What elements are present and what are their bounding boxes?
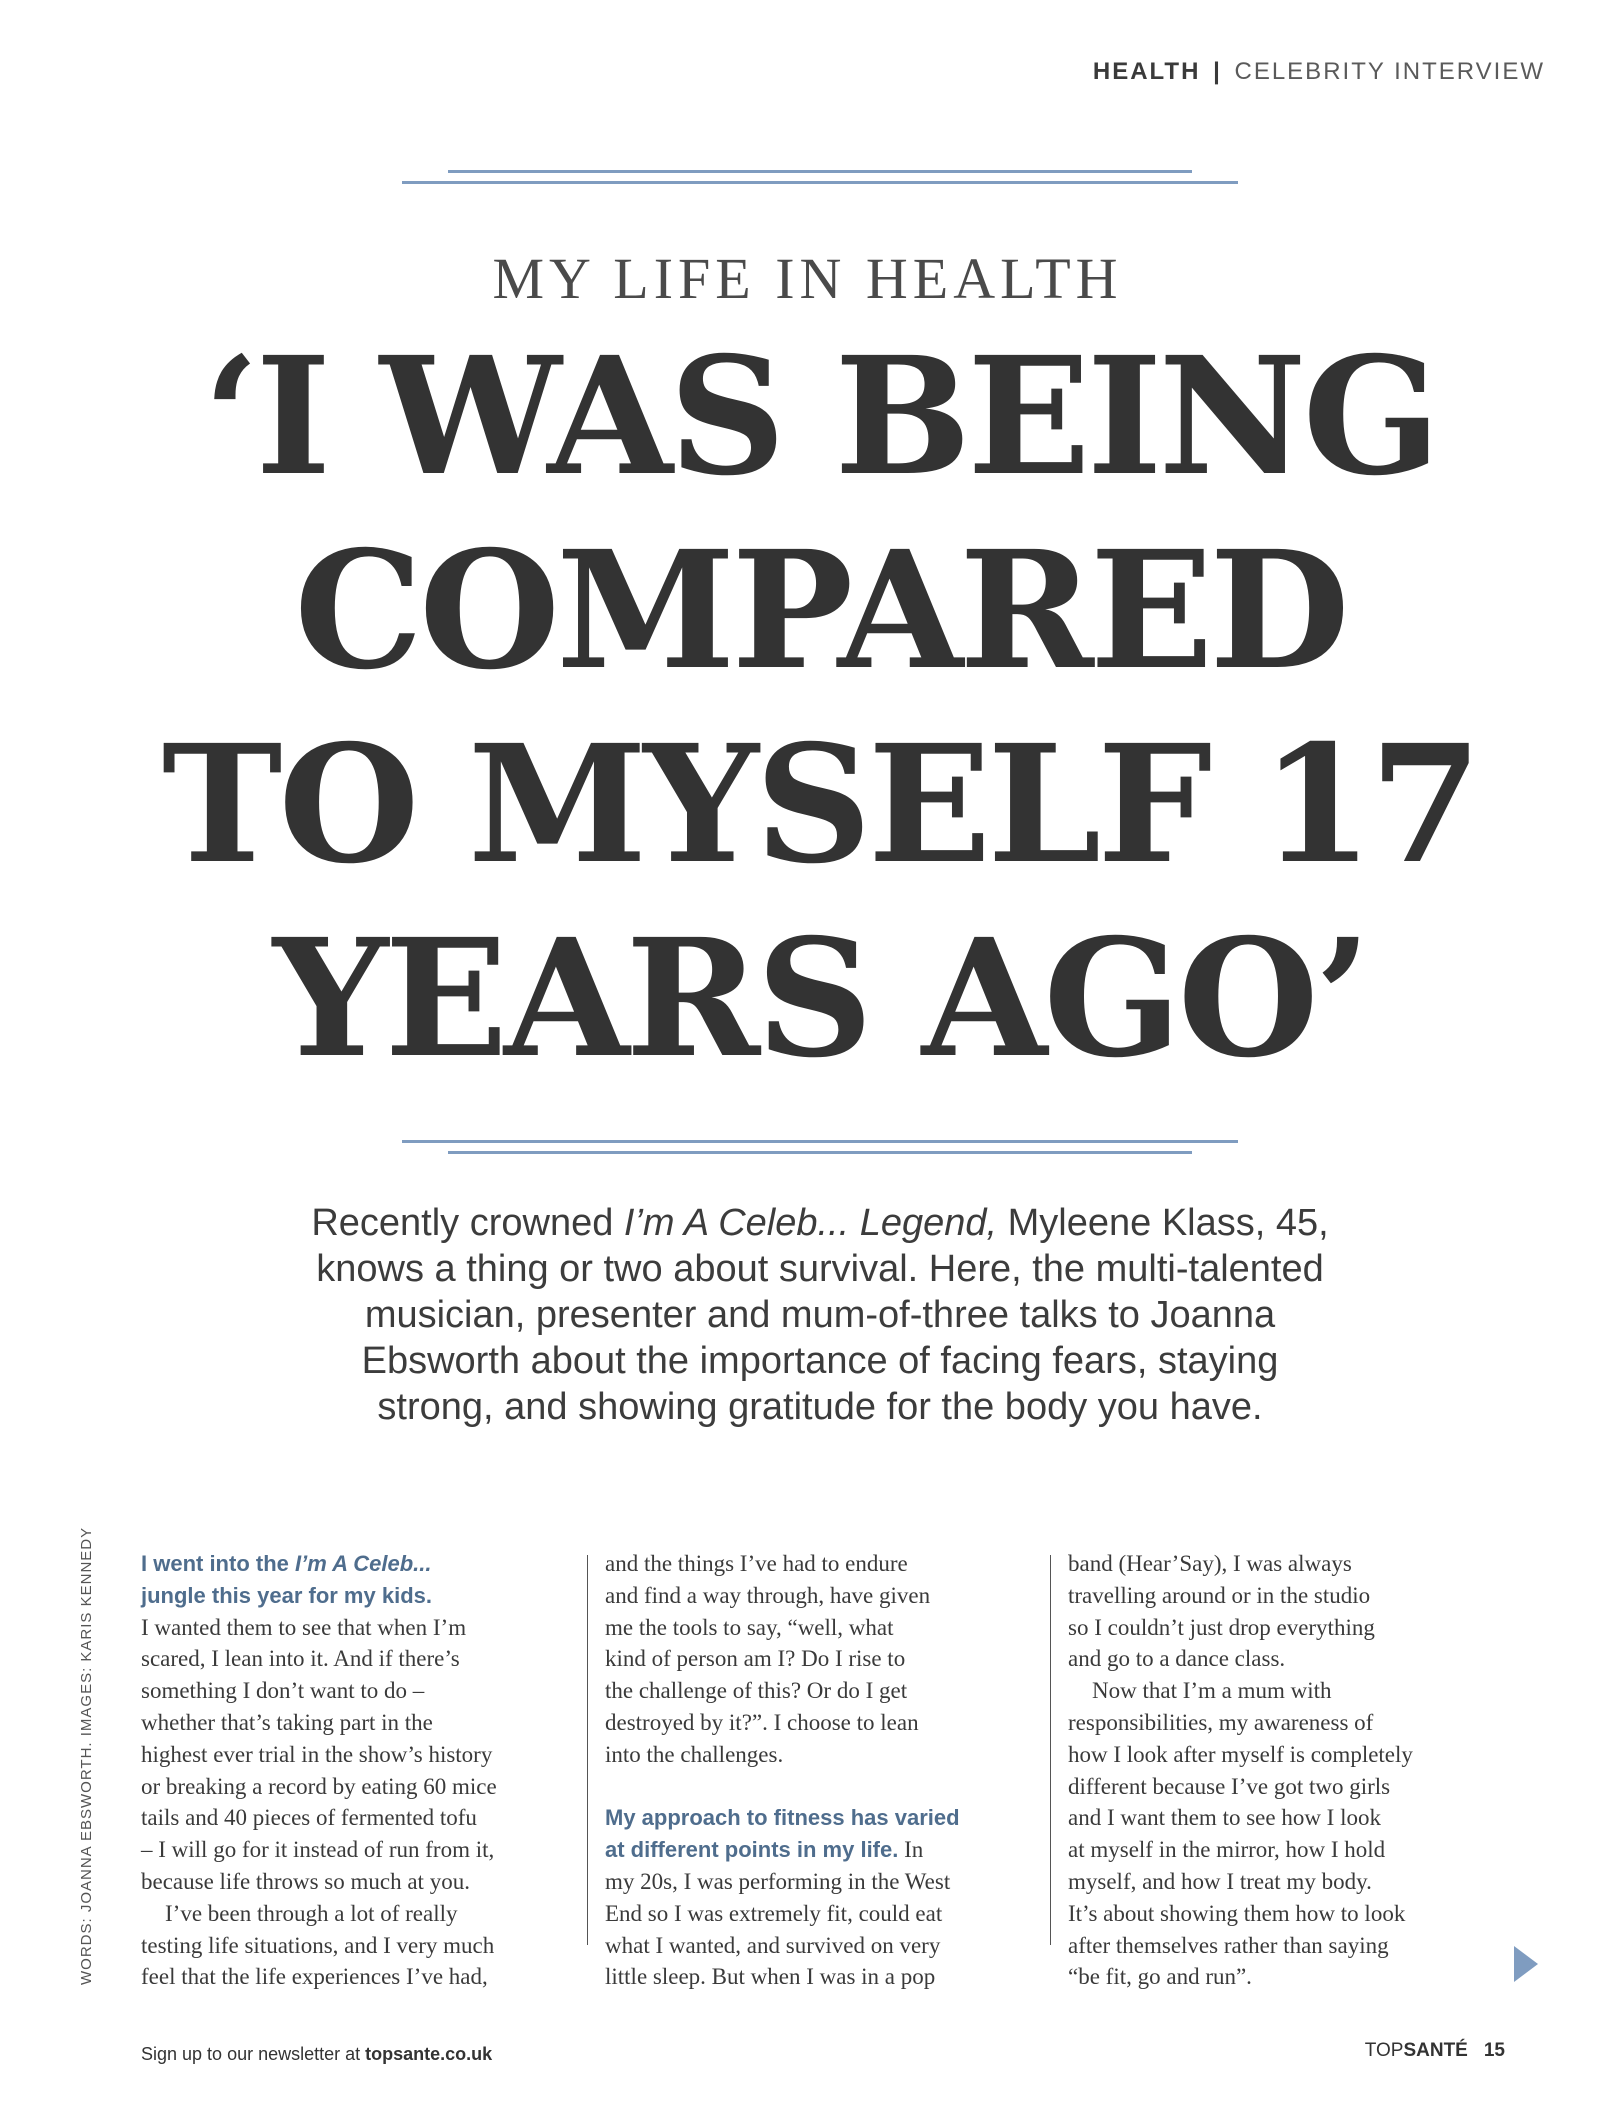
- paragraph: [141, 1612, 571, 1898]
- text-line: little sleep. But when I was in a pop: [605, 1964, 936, 1990]
- standfirst-line-5: strong, and showing gratitude for the body you have.: [377, 1386, 1263, 1428]
- continue-arrow-icon: [1514, 1946, 1538, 1982]
- headline-line-1: ‘I WAS BEING: [203, 322, 1437, 512]
- bottom-rule-short: [448, 1151, 1192, 1154]
- text-line: destroyed by it?”. I choose to lean: [605, 1709, 919, 1735]
- body-column-2: [605, 1548, 1035, 1993]
- text-line: – I will go for it instead of run from it,: [141, 1837, 495, 1863]
- section-category: CELEBRITY INTERVIEW: [1234, 58, 1545, 85]
- standfirst-line-4: Ebsworth about the importance of facing fears, staying: [361, 1340, 1279, 1382]
- text-line: scared, I lean into it. And if there’s: [141, 1646, 460, 1672]
- standfirst-line-3: musician, presenter and mum-of-three talks to Joanna: [364, 1294, 1276, 1336]
- section-separator: |: [1213, 58, 1222, 85]
- top-rule-short: [448, 170, 1192, 173]
- kicker: MY LIFE IN HEALTH: [492, 246, 1123, 311]
- text-line: at myself in the mirror, how I hold: [1068, 1837, 1386, 1863]
- text-line: different because I’ve got two girls: [1068, 1773, 1391, 1799]
- text-line: and find a way through, have given: [605, 1582, 931, 1608]
- section-tag: [1093, 58, 1545, 86]
- text-line: “be fit, go and run”.: [1068, 1964, 1252, 1990]
- top-rule-long: [402, 181, 1238, 184]
- text-line: how I look after myself is completely: [1068, 1741, 1413, 1767]
- headline: [0, 320, 1615, 1096]
- paragraph: [605, 1548, 1035, 1771]
- text-line: and the things I’ve had to endure: [605, 1551, 908, 1576]
- headline-line-3: TO MYSELF 17: [161, 710, 1479, 900]
- text-line: I wanted them to see that when I’m: [141, 1614, 467, 1640]
- text-line: me the tools to say, “well, what: [605, 1614, 894, 1640]
- section-name: HEALTH: [1092, 58, 1201, 85]
- text-line: feel that the life experiences I’ve had,: [141, 1964, 488, 1990]
- headline-line-4: YEARS AGO’: [272, 904, 1368, 1094]
- lead-in: My approach to fitness has varied at different points in my life. In: [605, 1805, 960, 1863]
- text-line: highest ever trial in the show’s history: [141, 1741, 493, 1767]
- headline-line-2: COMPARED: [294, 516, 1346, 706]
- paragraph: [1068, 1675, 1498, 1993]
- text-line: or breaking a record by eating 60 mice: [141, 1773, 497, 1799]
- paragraph: [605, 1866, 1035, 1993]
- text-line: into the challenges.: [605, 1741, 784, 1767]
- page-footer-brand: [1365, 2040, 1505, 2062]
- bottom-rule-long: [402, 1140, 1238, 1143]
- standfirst: [0, 1200, 1615, 1430]
- page-number: 15: [1483, 2040, 1505, 2061]
- text-line: kind of person am I? Do I rise to: [605, 1646, 906, 1672]
- newsletter-link[interactable]: topsante.co.uk: [365, 2044, 493, 2064]
- text-line: I’ve been through a lot of really: [165, 1900, 458, 1926]
- text-line: responsibilities, my awareness of: [1068, 1709, 1374, 1735]
- standfirst-line-1: Recently crowned I’m A Celeb... Legend, Myleene Klass, 45,: [311, 1202, 1329, 1244]
- text-line: because life throws so much at you.: [141, 1868, 470, 1894]
- paragraph: [141, 1898, 571, 1993]
- text-line: my 20s, I was performing in the West: [605, 1868, 951, 1894]
- text-line: after themselves rather than saying: [1068, 1932, 1389, 1958]
- show-title: I’m A Celeb... Legend,: [623, 1202, 998, 1244]
- paragraph: [1068, 1548, 1498, 1675]
- text-line: band (Hear’Say), I was always: [1068, 1551, 1352, 1576]
- newsletter-note: Sign up to our newsletter at topsante.co.uk: [141, 2044, 493, 2064]
- text-line: testing life situations, and I very much: [141, 1932, 495, 1958]
- column-divider: [1050, 1555, 1051, 1945]
- text-line: the challenge of this? Or do I get: [605, 1678, 908, 1704]
- text-line: Now that I’m a mum with: [1092, 1678, 1332, 1704]
- text-line: so I couldn’t just drop everything: [1068, 1614, 1375, 1640]
- text-line: myself, and how I treat my body.: [1068, 1868, 1372, 1894]
- text-line: something I don’t want to do –: [141, 1678, 425, 1704]
- body-column-3: [1068, 1548, 1498, 1993]
- photo-credit: WORDS: JOANNA EBSWORTH. IMAGES: KARIS KENNEDY: [78, 1526, 95, 1985]
- body-column-1: [141, 1548, 571, 1993]
- text-line: End so I was extremely fit, could eat: [605, 1900, 943, 1926]
- text-line: and I want them to see how I look: [1068, 1805, 1381, 1831]
- text-line: what I wanted, and survived on very: [605, 1932, 941, 1958]
- text-line: travelling around or in the studio: [1068, 1582, 1371, 1608]
- brand-sante: SANTÉ: [1403, 2040, 1468, 2061]
- lead-in: I went into the I’m A Celeb... jungle this year for my kids.: [141, 1551, 432, 1608]
- text-line: It’s about showing them how to look: [1068, 1900, 1406, 1926]
- brand-top: TOP: [1364, 2040, 1404, 2061]
- text-line: and go to a dance class.: [1068, 1646, 1286, 1672]
- text-line: tails and 40 pieces of fermented tofu: [141, 1805, 477, 1831]
- column-divider: [587, 1555, 588, 1945]
- text-line: whether that’s taking part in the: [141, 1709, 433, 1735]
- standfirst-line-2: knows a thing or two about survival. Here, the multi-talented: [316, 1248, 1324, 1290]
